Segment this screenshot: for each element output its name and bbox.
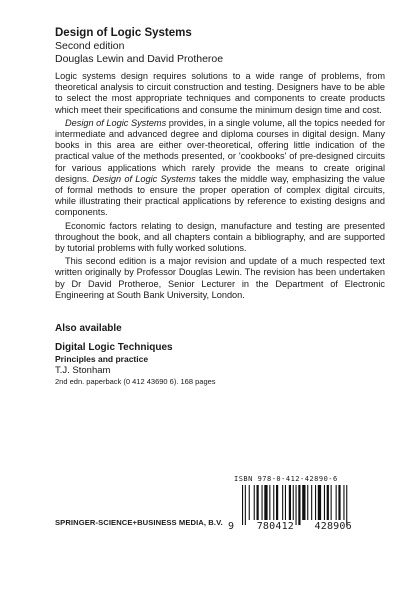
- isbn-number: ISBN 978-0-412-42890-6: [234, 475, 338, 483]
- barcode-digit-lead: 9: [228, 521, 235, 532]
- barcode-bar: [242, 485, 243, 525]
- barcode-bar: [302, 485, 305, 520]
- barcode-bar: [293, 485, 294, 520]
- related-book-details: 2nd edn. paperback (0 412 43690 6). 168 pages: [55, 377, 216, 386]
- barcode-bar: [276, 485, 278, 520]
- blurb-paragraph-2-part-b: takes the middle way, emphasizing the value of formal methods to ensure the proper operation of complex digital circuits, while illustrating their practical applications by reference to existing designs and components.: [55, 173, 385, 218]
- blurb-paragraph-2: [55, 118, 385, 219]
- barcode-digits-right: 428906: [314, 521, 352, 532]
- barcode-bar: [311, 485, 312, 520]
- blurb-paragraph-4: This second edition is a major revision and update of a much respected text written originally by Professor Douglas Lewin. The revision has been undertaken by Dr David Protheroe, Senior Lecturer in the Department of Electronic Engineering at South Bank University, London.: [55, 256, 385, 300]
- barcode-bar: [285, 485, 286, 520]
- barcode-bar: [282, 485, 283, 520]
- barcode-bar: [273, 485, 274, 520]
- book-header: [55, 26, 385, 66]
- barcode-bar: [245, 485, 246, 525]
- barcode-bars: [228, 485, 378, 525]
- barcode-bar: [331, 485, 332, 520]
- barcode-bar: [269, 485, 270, 520]
- related-book-subtitle: Principles and practice: [55, 354, 149, 364]
- related-book-author: T.J. Stonham: [55, 365, 111, 376]
- barcode-bar: [289, 485, 291, 520]
- barcode-bar: [296, 485, 297, 525]
- related-book: [55, 342, 385, 387]
- barcode-bar: [327, 485, 329, 520]
- publisher-name: SPRINGER-SCIENCE+BUSINESS MEDIA, B.V.: [55, 518, 223, 527]
- barcode-bar: [343, 485, 344, 520]
- blurb-text: [55, 71, 385, 303]
- blurb-paragraph-2-part-a: provides, in a single volume, all the topics needed for intermediate and advanced degree and diploma courses in digital design. Many books in this area are either over-theoretical, offering little indication of the practical value of the methods presented, or 'cookbooks' of pre-designed circuits for various applications which rarely provide the means to create original designs.: [55, 117, 386, 184]
- blurb-italic-title-2: Design of Logic Systems: [92, 173, 196, 184]
- barcode-bar: [338, 485, 340, 520]
- blurb-italic-title: Design of Logic Systems: [65, 117, 167, 128]
- barcode-bar: [336, 485, 337, 520]
- related-book-title: Digital Logic Techniques: [55, 342, 173, 353]
- blurb-paragraph-1: Logic systems design requires solutions to a wide range of problems, from theoretical analysis to circuit construction and testing. Designers have to be able to select the most appropriate techniques and components to create products which meet their specifications and consume the minimum design time and cost.: [55, 71, 385, 115]
- barcode-bar: [257, 485, 259, 520]
- book-title: Design of Logic Systems: [55, 27, 192, 39]
- book-edition: Second edition: [55, 40, 125, 52]
- isbn-barcode: [228, 475, 378, 535]
- barcode-bar: [264, 485, 267, 520]
- also-available-heading: Also available: [55, 323, 122, 334]
- barcode-digits-left: 780412: [256, 521, 295, 532]
- barcode-bar: [315, 485, 316, 520]
- blurb-paragraph-3: Economic factors relating to design, manufacture and testing are presented throughout the book, and all chapters contain a bibliography, and are supported by tutorial problems with fully worked solutions.: [55, 220, 385, 254]
- barcode-bar: [324, 485, 325, 520]
- barcode-bar: [254, 485, 255, 520]
- barcode-bar: [249, 485, 250, 520]
- barcode-bar: [318, 485, 321, 520]
- book-authors: Douglas Lewin and David Protheroe: [55, 53, 224, 65]
- barcode-bar: [298, 485, 300, 525]
- barcode-bar: [262, 485, 263, 520]
- barcode-bar: [307, 485, 308, 520]
- barcode-digits: [228, 521, 378, 533]
- barcode-bar: [346, 485, 347, 525]
